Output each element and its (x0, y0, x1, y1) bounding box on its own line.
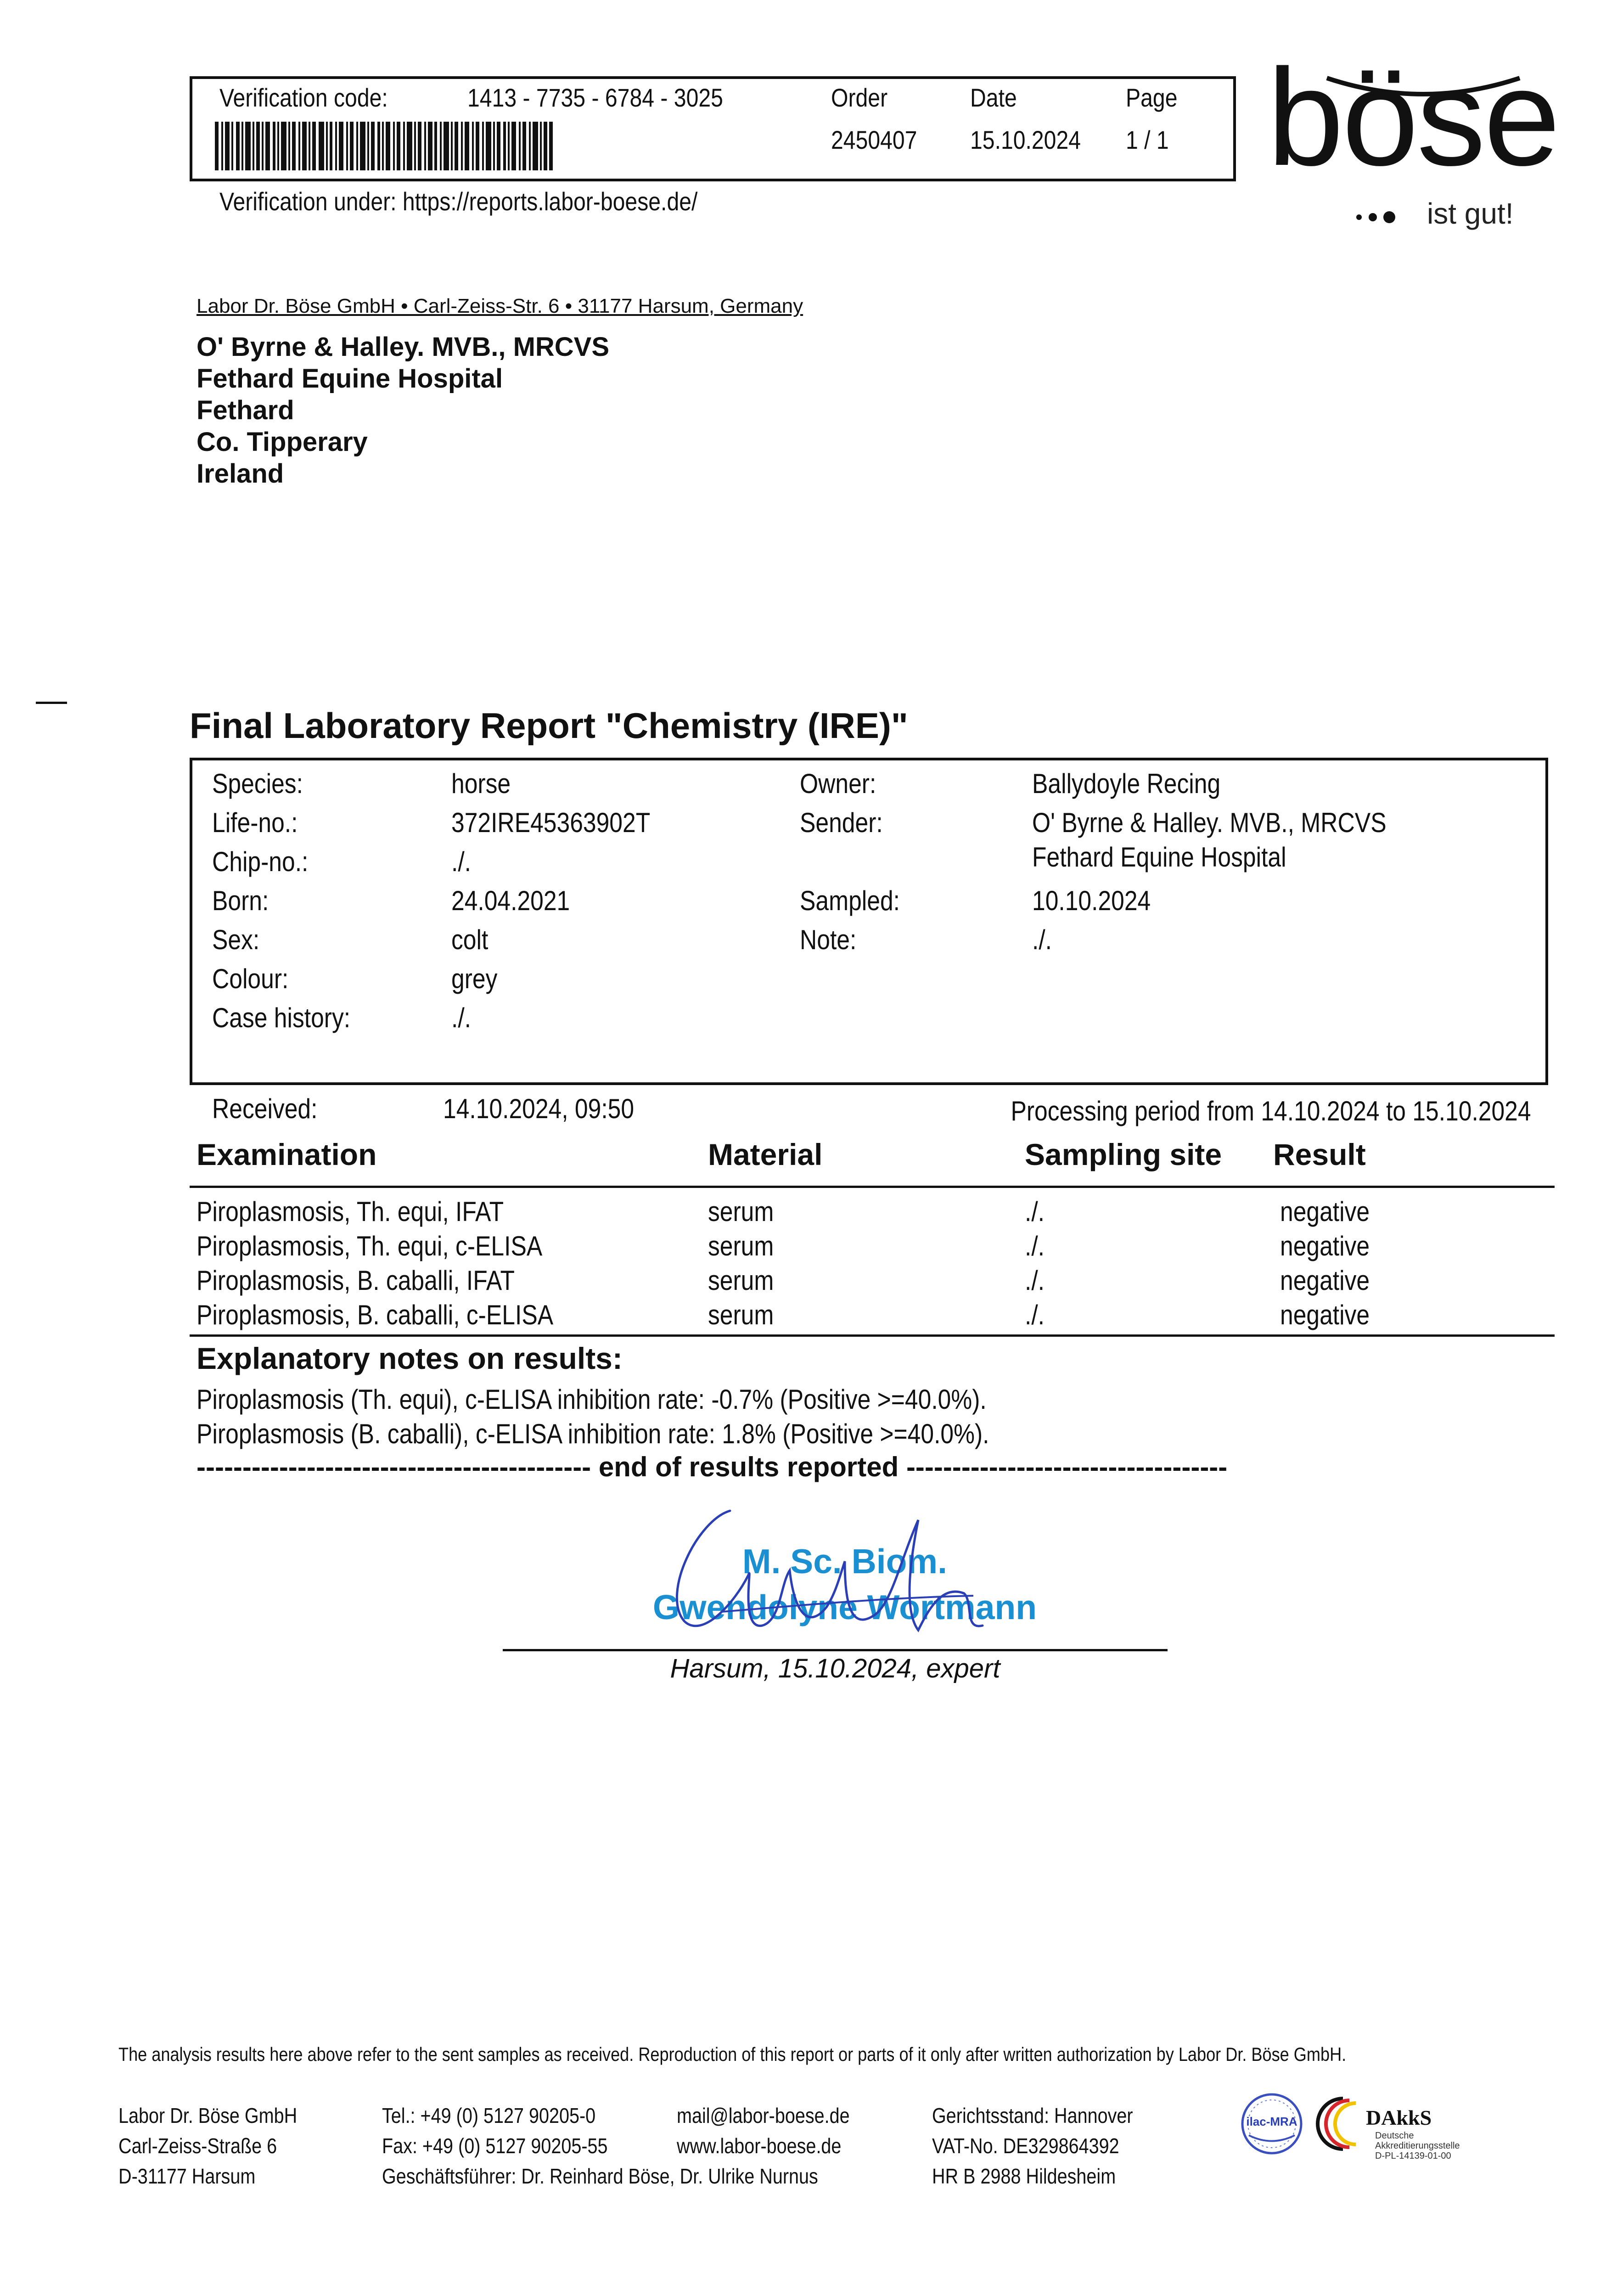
owner-label: Owner: (800, 768, 876, 799)
ilac-mra-label: ilac-MRA (1246, 2115, 1297, 2128)
table-cell-site: ./. (1025, 1196, 1045, 1227)
dakks-sub-line-2: Akkreditierungsstelle (1375, 2141, 1460, 2151)
species-label: Species: (212, 768, 303, 799)
footer-disclaimer: The analysis results here above refer to the sent samples as received. Reproduction of this report or parts of it only after written authorization by Labor Dr. Böse GmbH. (118, 2043, 1347, 2065)
sender-address-line: Labor Dr. Böse GmbH • Carl-Zeiss-Str. 6 • 31177 Harsum, Germany (197, 295, 803, 317)
footer-court: Gerichtsstand: Hannover (932, 2104, 1133, 2127)
sampled-value: 10.10.2024 (1032, 885, 1151, 916)
table-cell-material: serum (708, 1196, 774, 1227)
verification-label: Verification code: (219, 83, 388, 112)
brand-logo: böse (1267, 40, 1559, 194)
received-value: 14.10.2024, 09:50 (443, 1093, 635, 1124)
logo-dots-icon (1354, 206, 1400, 224)
recipient-line-3: Fethard (197, 395, 294, 425)
table-row: Piroplasmosis, Th. equi, IFAT (197, 1196, 504, 1227)
case-history-label: Case history: (212, 1002, 351, 1033)
footer-fax: Fax: +49 (0) 5127 90205-55 (382, 2134, 608, 2158)
table-cell-site: ./. (1025, 1300, 1045, 1330)
order-value: 2450407 (831, 125, 917, 154)
date-value: 15.10.2024 (970, 125, 1081, 154)
colour-label: Colour: (212, 963, 289, 994)
species-value: horse (451, 768, 511, 799)
footer-tel: Tel.: +49 (0) 5127 90205-0 (382, 2104, 596, 2127)
recipient-line-4: Co. Tipperary (197, 427, 368, 457)
col-examination: Examination (197, 1137, 377, 1171)
handwritten-signature (643, 1492, 1001, 1639)
dakks-sub-line-3: D-PL-14139-01-00 (1375, 2151, 1451, 2161)
date-label: Date (970, 83, 1017, 112)
table-cell-site: ./. (1025, 1265, 1045, 1296)
dakks-logo-icon (1315, 2094, 1366, 2154)
dakks-label: DAkkS (1366, 2106, 1432, 2129)
footer-managers: Geschäftsführer: Dr. Reinhard Böse, Dr. Ulrike Nurnus (382, 2164, 818, 2188)
page-value: 1 / 1 (1126, 125, 1169, 154)
received-label: Received: (212, 1093, 318, 1124)
barcode (215, 122, 553, 170)
footer-company: Labor Dr. Böse GmbH (118, 2104, 298, 2127)
born-value: 24.04.2021 (451, 885, 570, 916)
verification-code: 1413 - 7735 - 6784 - 3025 (467, 83, 723, 112)
order-label: Order (831, 83, 888, 112)
page-label: Page (1126, 83, 1178, 112)
footer-vat: VAT-No. DE329864392 (932, 2134, 1119, 2158)
recipient-line-2: Fethard Equine Hospital (197, 364, 503, 394)
table-cell-result: negative (1280, 1196, 1370, 1227)
footer-email: mail@labor-boese.de (677, 2104, 850, 2127)
table-row: Piroplasmosis, B. caballi, IFAT (197, 1265, 515, 1296)
report-title: Final Laboratory Report "Chemistry (IRE)" (190, 705, 908, 746)
note-line-2: Piroplasmosis (B. caballi), c-ELISA inhibition rate: 1.8% (Positive >=40.0%). (197, 1418, 989, 1449)
table-cell-result: negative (1280, 1265, 1370, 1296)
dakks-subtitle (1375, 2131, 1460, 2161)
chip-no-label: Chip-no.: (212, 846, 309, 877)
sender-label: Sender: (800, 807, 883, 838)
note-value: ./. (1032, 924, 1052, 955)
table-cell-site: ./. (1025, 1231, 1045, 1261)
sampled-label: Sampled: (800, 885, 900, 916)
end-of-results: ------------------------------------------- end of results reported ----------------------------------- (197, 1452, 1228, 1482)
owner-value: Ballydoyle Recing (1032, 768, 1221, 799)
table-row: Piroplasmosis, B. caballi, c-ELISA (197, 1300, 554, 1330)
note-line-1: Piroplasmosis (Th. equi), c-ELISA inhibition rate: -0.7% (Positive >=40.0%). (197, 1384, 987, 1415)
sex-label: Sex: (212, 924, 260, 955)
life-no-value: 372IRE45363902T (451, 807, 651, 838)
recipient-line-1: O' Byrne & Halley. MVB., MRCVS (197, 332, 610, 362)
notes-title: Explanatory notes on results: (197, 1341, 623, 1375)
colour-value: grey (451, 963, 498, 994)
dakks-sub-line-1: Deutsche (1375, 2131, 1414, 2141)
logo-tagline: ist gut! (1427, 197, 1514, 230)
footer-website: www.labor-boese.de (677, 2134, 842, 2158)
signatory-degree: M. Sc. Biom. (742, 1542, 947, 1581)
footer-register: HR B 2988 Hildesheim (932, 2164, 1116, 2188)
case-history-value: ./. (451, 1002, 472, 1033)
signature-rule (503, 1649, 1168, 1651)
recipient-line-5: Ireland (197, 459, 284, 489)
table-cell-result: negative (1280, 1231, 1370, 1261)
col-sampling-site: Sampling site (1025, 1137, 1222, 1171)
footer-street: Carl-Zeiss-Straße 6 (118, 2134, 277, 2158)
col-result: Result (1273, 1137, 1366, 1171)
processing-period: Processing period from 14.10.2024 to 15.10.2024 (1011, 1096, 1531, 1126)
sender-value-1: O' Byrne & Halley. MVB., MRCVS (1032, 807, 1387, 838)
fold-mark (36, 702, 67, 704)
signatory-name: Gwendolyne Wortmann (652, 1588, 1037, 1626)
verification-url: Verification under: https://reports.labor-boese.de/ (219, 187, 698, 216)
table-cell-result: negative (1280, 1300, 1370, 1330)
table-bottom-rule (190, 1334, 1555, 1337)
sender-value-2: Fethard Equine Hospital (1032, 842, 1286, 872)
table-cell-material: serum (708, 1231, 774, 1261)
table-cell-material: serum (708, 1300, 774, 1330)
sex-value: colt (451, 924, 489, 955)
signature-caption: Harsum, 15.10.2024, expert (670, 1654, 1000, 1683)
table-cell-material: serum (708, 1265, 774, 1296)
life-no-label: Life-no.: (212, 807, 298, 838)
chip-no-value: ./. (451, 846, 472, 877)
born-label: Born: (212, 885, 269, 916)
col-material: Material (708, 1137, 823, 1171)
table-header-rule (190, 1186, 1555, 1188)
footer-city: D-31177 Harsum (118, 2164, 256, 2188)
note-label: Note: (800, 924, 857, 955)
table-row: Piroplasmosis, Th. equi, c-ELISA (197, 1231, 543, 1261)
